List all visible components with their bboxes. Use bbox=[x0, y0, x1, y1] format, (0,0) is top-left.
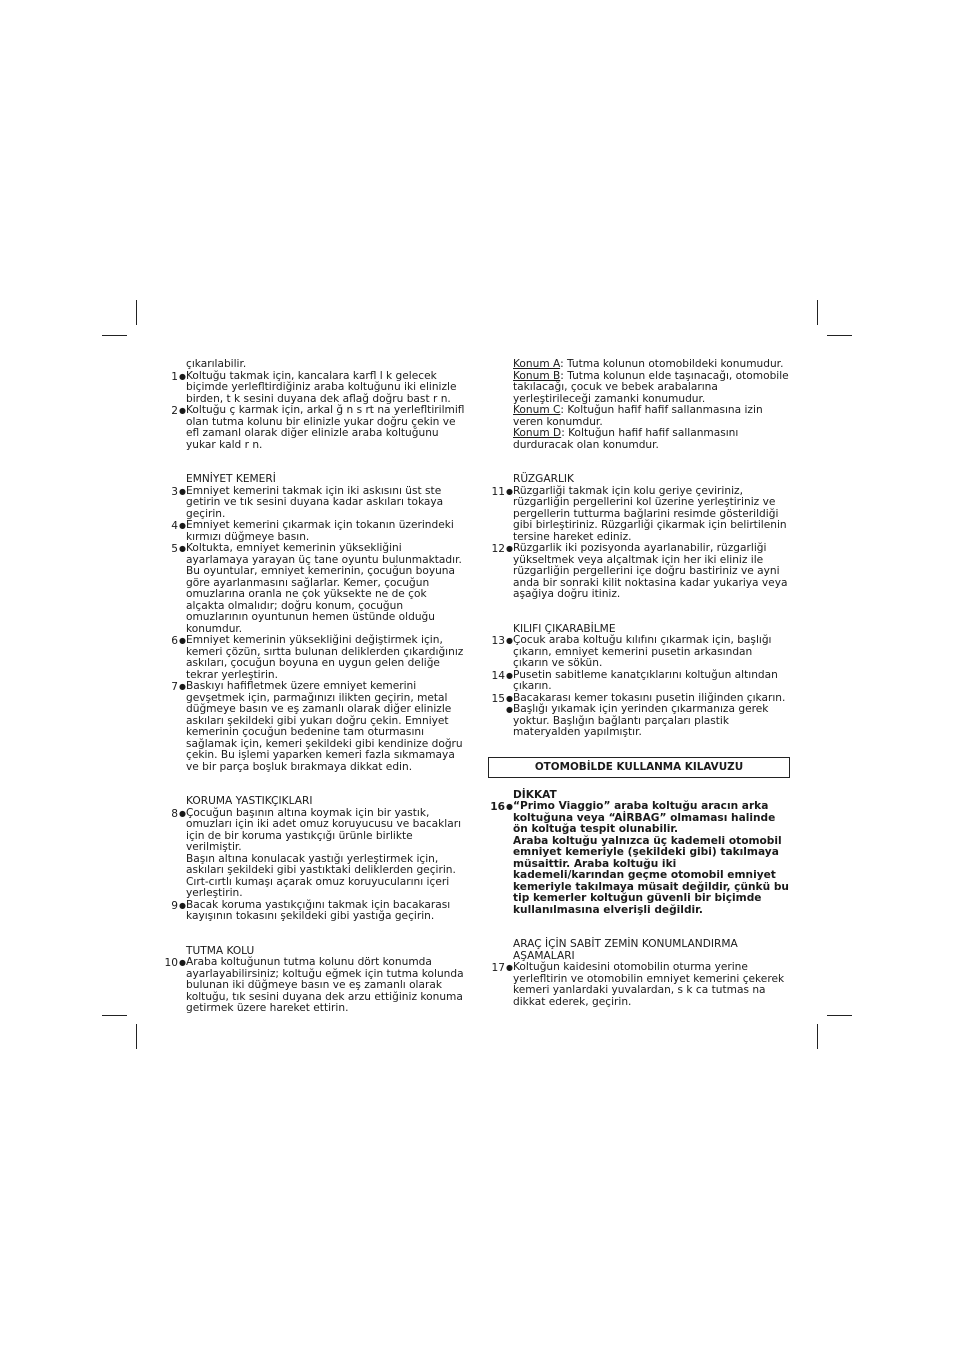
list-item: 1● Koltuğu takmak için, kancalara karfl l k gelecek biçimde yerlefltirdiğiniz araba koltuğunu iki elinizle birden, t k sesini duyana dek aflağ doğru bast r n. bbox=[171, 369, 457, 405]
list-item: 12● Rüzgarlik iki pozisyonda ayarlanabilir, rüzgarliği yükseltmek veya alçaltmak için her iki eliniz ile rüzgarliğin pergellerini içe doğru bastiriniz ve ayni anda bir sonraki kilit noktasina kadar yukariya veya aşağiya doğru itiniz. bbox=[491, 542, 788, 600]
section-heading: TUTMA KOLU bbox=[186, 944, 255, 957]
section-heading: DİKKAT bbox=[513, 788, 557, 801]
crop-mark bbox=[827, 1015, 852, 1016]
list-item: 6● Emniyet kemerinin yüksekliğini değiştirmek için, kemeri çözün, sırtta bulunan deliklerden çıkardığınız askıları, çocuğun boyuna en uygun gelen deliğe tekrar yerleştirin. bbox=[171, 634, 464, 681]
crop-mark bbox=[817, 300, 818, 325]
list-item: 3● Emniyet kemerini takmak için iki askısını üst ste getirin ve tık sesini duyana kadar askıları tokaya geçirin. bbox=[171, 484, 444, 520]
warning-paragraph: Araba koltuğu yalnızca üç kademeli otomobil emniyet kemeriyle (şekildeki gibi) takılmaya müsaittir. Araba koltuğu iki kademeli/karından geçme otomobil emniyet kemeriyle takılmaya müsait değildir, çünkü bu tip kemerler koltuğun güvenli bir biçimde kullanılmasına elverişli değildir. bbox=[513, 834, 789, 916]
list-item: 17● Koltuğun kaidesini otomobilin oturma yerine yerlefltirin ve otomobilin emniyet kemerini çekerek kemeri yanlardaki yuvalardan, s k ca tutmas na dikkat ederek, geçirin. bbox=[491, 961, 785, 1008]
crop-mark bbox=[102, 1015, 127, 1016]
list-item: 4● Emniyet kemerini çıkarmak için tokanın üzerindeki kırmızı düğmeye basın. bbox=[171, 519, 454, 543]
list-item: 7● Baskıyı hafifletmek üzere emniyet kemerini gevşetmek için, parmağınızı ilikten geçirin, metal düğmeye basın ve eş zamanlı olarak diğer elinizle askıları şekildeki gibi yukarı doğru çekin. Emniyet kemerinin çocuğun bedenine tam oturmasını sağlamak için, kemeri şekildeki gibi kendinize doğru çekin. Bu işlemi yaparken kemeri fazla sıkmamaya ve bir parça boşluk bırakmaya dikkat edin. bbox=[171, 680, 463, 773]
position-item: Konum A: Tutma kolunun otomobildeki konumudur. bbox=[513, 358, 784, 370]
position-item: Konum C: Koltuğun hafif hafif sallanmasına izin veren konumdur. bbox=[513, 404, 763, 428]
list-item: 11● Rüzgarliği takmak için kolu geriye çeviriniz, rüzgarliğin pergellerini kol üzerine yerleştiriniz ve pergellerin tutturma bağlarini resimde gösterildiği gibi birleştiriniz. Rüzgarliği çikarmak için belirtilenin tersine hareket ediniz. bbox=[491, 484, 787, 543]
section-heading: KILIFI ÇIKARABİLME bbox=[513, 622, 616, 635]
section-heading: RÜZGARLIK bbox=[513, 473, 574, 485]
list-item: 10● Araba koltuğunun tutma kolunu dört konumda ayarlayabilirsiniz; koltuğu eğmek için tutma kolunda bulunan iki düğmeye basın ve eş zamanlı olarak koltuğu, tık sesini duyana dek arzu ettiğiniz konuma getirmek üzere hareket ettirin. bbox=[164, 956, 464, 1014]
list-item: 8● Çocuğun başının altına koymak için bir yastık, omuzları için iki adet omuz koruyucusu ve bacakları için de bir koruma yastıkçığı ürünle birlikte verilmiştir. bbox=[171, 806, 462, 853]
crop-mark bbox=[827, 335, 852, 336]
section-heading: ARAÇ İÇİN SABİT ZEMİN KONUMLANDIRMA AŞAMALARI bbox=[513, 938, 738, 962]
section-heading: KORUMA YASTIKÇIKLARI bbox=[186, 795, 313, 807]
list-item: 2● Koltuğu ç karmak için, arkal ğ n s rt na yerlefltirilmifl olan tutma kolunu bir elinizle yukar doğru çekin ve efl zamanl olarak diğer elinizle araba koltuğunu yukar kald r n. bbox=[171, 404, 465, 451]
list-item: 15● Bacakarası kemer tokasını pusetin iliğinden çıkarın. bbox=[491, 691, 786, 705]
list-item: 5● Koltukta, emniyet kemerinin yüksekliğini ayarlamaya yarayan üç tane oyuntu bulunmaktadır. Bu oyuntular, emniyet kemerinin, çocuğun boyuna göre ayarlanmasını sağlarlar. Kemer, çocuğun omuzlarına oranla ne çok yüksekte ne de çok alçakta olmalıdır; doğru konum, çocuğun omuzlarının oyuntunun hemen üstünde olduğu konumdur. bbox=[171, 542, 462, 635]
list-item: 9● Bacak koruma yastıkçığını takmak için bacakarası kayışının tokasını şekildeki gibi yastığa geçirin. bbox=[171, 898, 451, 922]
intro-text: çıkarılabilir. bbox=[186, 358, 247, 370]
position-item: Konum B: Tutma kolunun elde taşınacağı, otomobile takılacağı, çocuk ve bebek arabalarına yerleştirileceği zamanki konumudur. bbox=[513, 369, 789, 405]
list-item: 16● “Primo Viaggio” araba koltuğu aracın arka koltuğuna veya “AİRBAG” olmaması halinde ön koltuğa tespit olunabilir. bbox=[490, 800, 776, 835]
crop-mark bbox=[102, 335, 127, 336]
right-column bbox=[488, 359, 790, 1008]
section-heading: EMNİYET KEMERİ bbox=[186, 473, 276, 485]
crop-mark bbox=[136, 300, 137, 325]
list-item: ● Başlığı yıkamak için yerinden çıkarmanıza gerek yoktur. Başlığın bağlantı parçaları plastik materyalden yapılmıştır. bbox=[506, 703, 769, 738]
crop-mark bbox=[817, 1024, 818, 1049]
section-title-box: OTOMOBİLDE KULLANMA KILAVUZU bbox=[488, 757, 790, 778]
paragraph: Başın altına konulacak yastığı yerleştirmek için, askıları şekildeki gibi yastıktaki deliklerden geçirin. Cırt-cırtlı kumaşı açarak omuz koruyucularını içeri yerleştirin. bbox=[186, 852, 456, 899]
crop-mark bbox=[136, 1024, 137, 1049]
list-item: 14● Pusetin sabitleme kanatçıklarını koltuğun altından çıkarın. bbox=[491, 668, 778, 692]
position-item: Konum D: Koltuğun hafif hafif sallanmasını durduracak olan konumdur. bbox=[513, 427, 739, 451]
list-item: 13● Çocuk araba koltuğu kılıfını çıkarmak için, başlığı çıkarın, emniyet kemerini pusetin arkasından çıkarın ve sökün. bbox=[491, 634, 772, 669]
left-column bbox=[161, 359, 465, 1015]
